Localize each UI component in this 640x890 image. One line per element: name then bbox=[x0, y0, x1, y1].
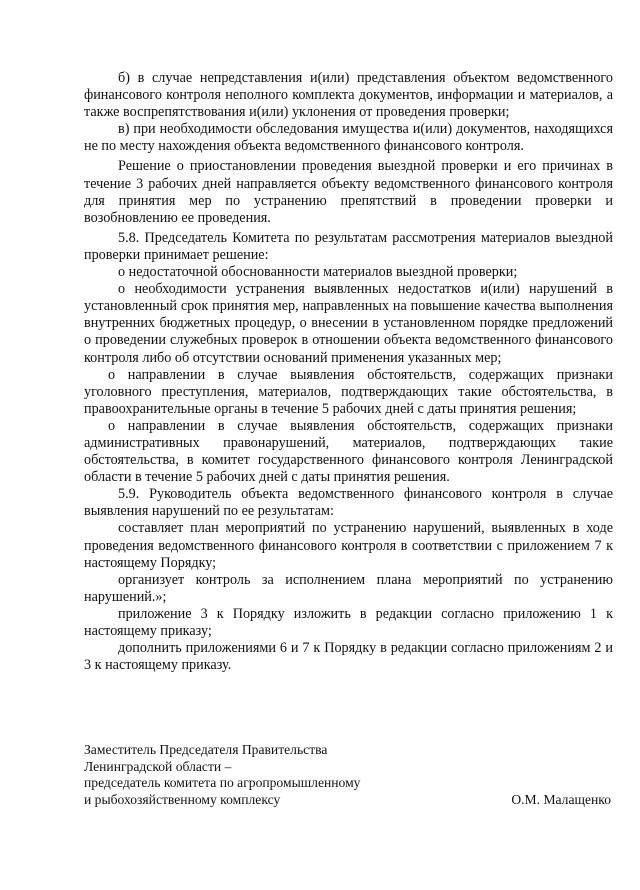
paragraph-subitem-v: в) при необходимости обследования имущества и(или) документов, находящихся не по месту нахождения объекта ведомственного финансового контроля. bbox=[84, 121, 613, 155]
paragraph-appendix-3: приложение 3 к Порядку изложить в редакции согласно приложению 1 к настоящему приказу; bbox=[84, 605, 613, 639]
signatory-title-line: Ленинградской области – bbox=[84, 758, 232, 774]
paragraph-subitem-b: б) в случае непредставления и(или) представления объектом ведомственного финансового контроля неполного комплекта документов, информации и материалов, а также воспрепятствования и(или) уклонения от проведения проверки; bbox=[84, 70, 613, 121]
signatory-title-line: и рыбохозяйственному комплексу bbox=[84, 791, 281, 807]
paragraph-insufficient-grounds: о недостаточной обоснованности материалов выездной проверки; bbox=[118, 264, 518, 281]
paragraph-action-plan: составляет план мероприятий по устранению нарушений, выявленных в ходе проведения ведомственного финансового контроля в соответствии с приложением 7 к настоящему Порядку; bbox=[84, 520, 613, 571]
document-body bbox=[84, 70, 613, 674]
signatory-title-line: председатель комитета по агропромышленному bbox=[84, 775, 361, 791]
paragraph-plan-control: организует контроль за исполнением плана мероприятий по устранению нарушений.»; bbox=[84, 571, 613, 605]
signatory-name: О.М. Малащенко bbox=[511, 791, 611, 807]
paragraph-suspension-decision: Решение о приостановлении проведения выездной проверки и его причинах в течение 3 рабочих дней направляется объекту ведомственного финансового контроля для принятия мер по устранению препятствий в проведении проверки и возобновлению ее проведения. bbox=[84, 158, 613, 226]
paragraph-5-9: 5.9. Руководитель объекта ведомственного финансового контроля в случае выявления нарушений по ее результатам: bbox=[84, 486, 613, 520]
paragraph-5-8: 5.8. Председатель Комитета по результатам рассмотрения материалов выездной проверки принимает решение: bbox=[84, 229, 613, 263]
paragraph-administrative-referral: о направлении в случае выявления обстоятельств, содержащих признаки административных правонарушений, материалов, подтверждающих такие обстоятельства, в комитет государственного финансового контроля Ленинградской области в течение 5 рабочих дней с даты принятия решения. bbox=[84, 417, 613, 486]
paragraph-appendices-6-7: дополнить приложениями 6 и 7 к Порядку в редакции согласно приложениям 2 и 3 к настоящему приказу. bbox=[84, 640, 613, 674]
paragraph-elimination-of-violations: о необходимости устранения выявленных недостатков и(или) нарушений в установленный срок принятия мер, направленных на повышение качества выполнения внутренних бюджетных процедур, о внесении в установленном порядке предложений о проведении служебных проверок в отношении объекта ведомственного финансового контроля либо об отсутствии оснований применения указанных мер; bbox=[84, 281, 613, 366]
paragraph-criminal-referral: о направлении в случае выявления обстоятельств, содержащих признаки уголовного преступления, материалов, подтверждающих такие обстоятельства, в правоохранительные органы в течение 5 рабочих дней с даты принятия решения; bbox=[84, 366, 613, 417]
signatory-title-line: Заместитель Председателя Правительства bbox=[84, 742, 328, 757]
signature-block bbox=[84, 742, 613, 808]
